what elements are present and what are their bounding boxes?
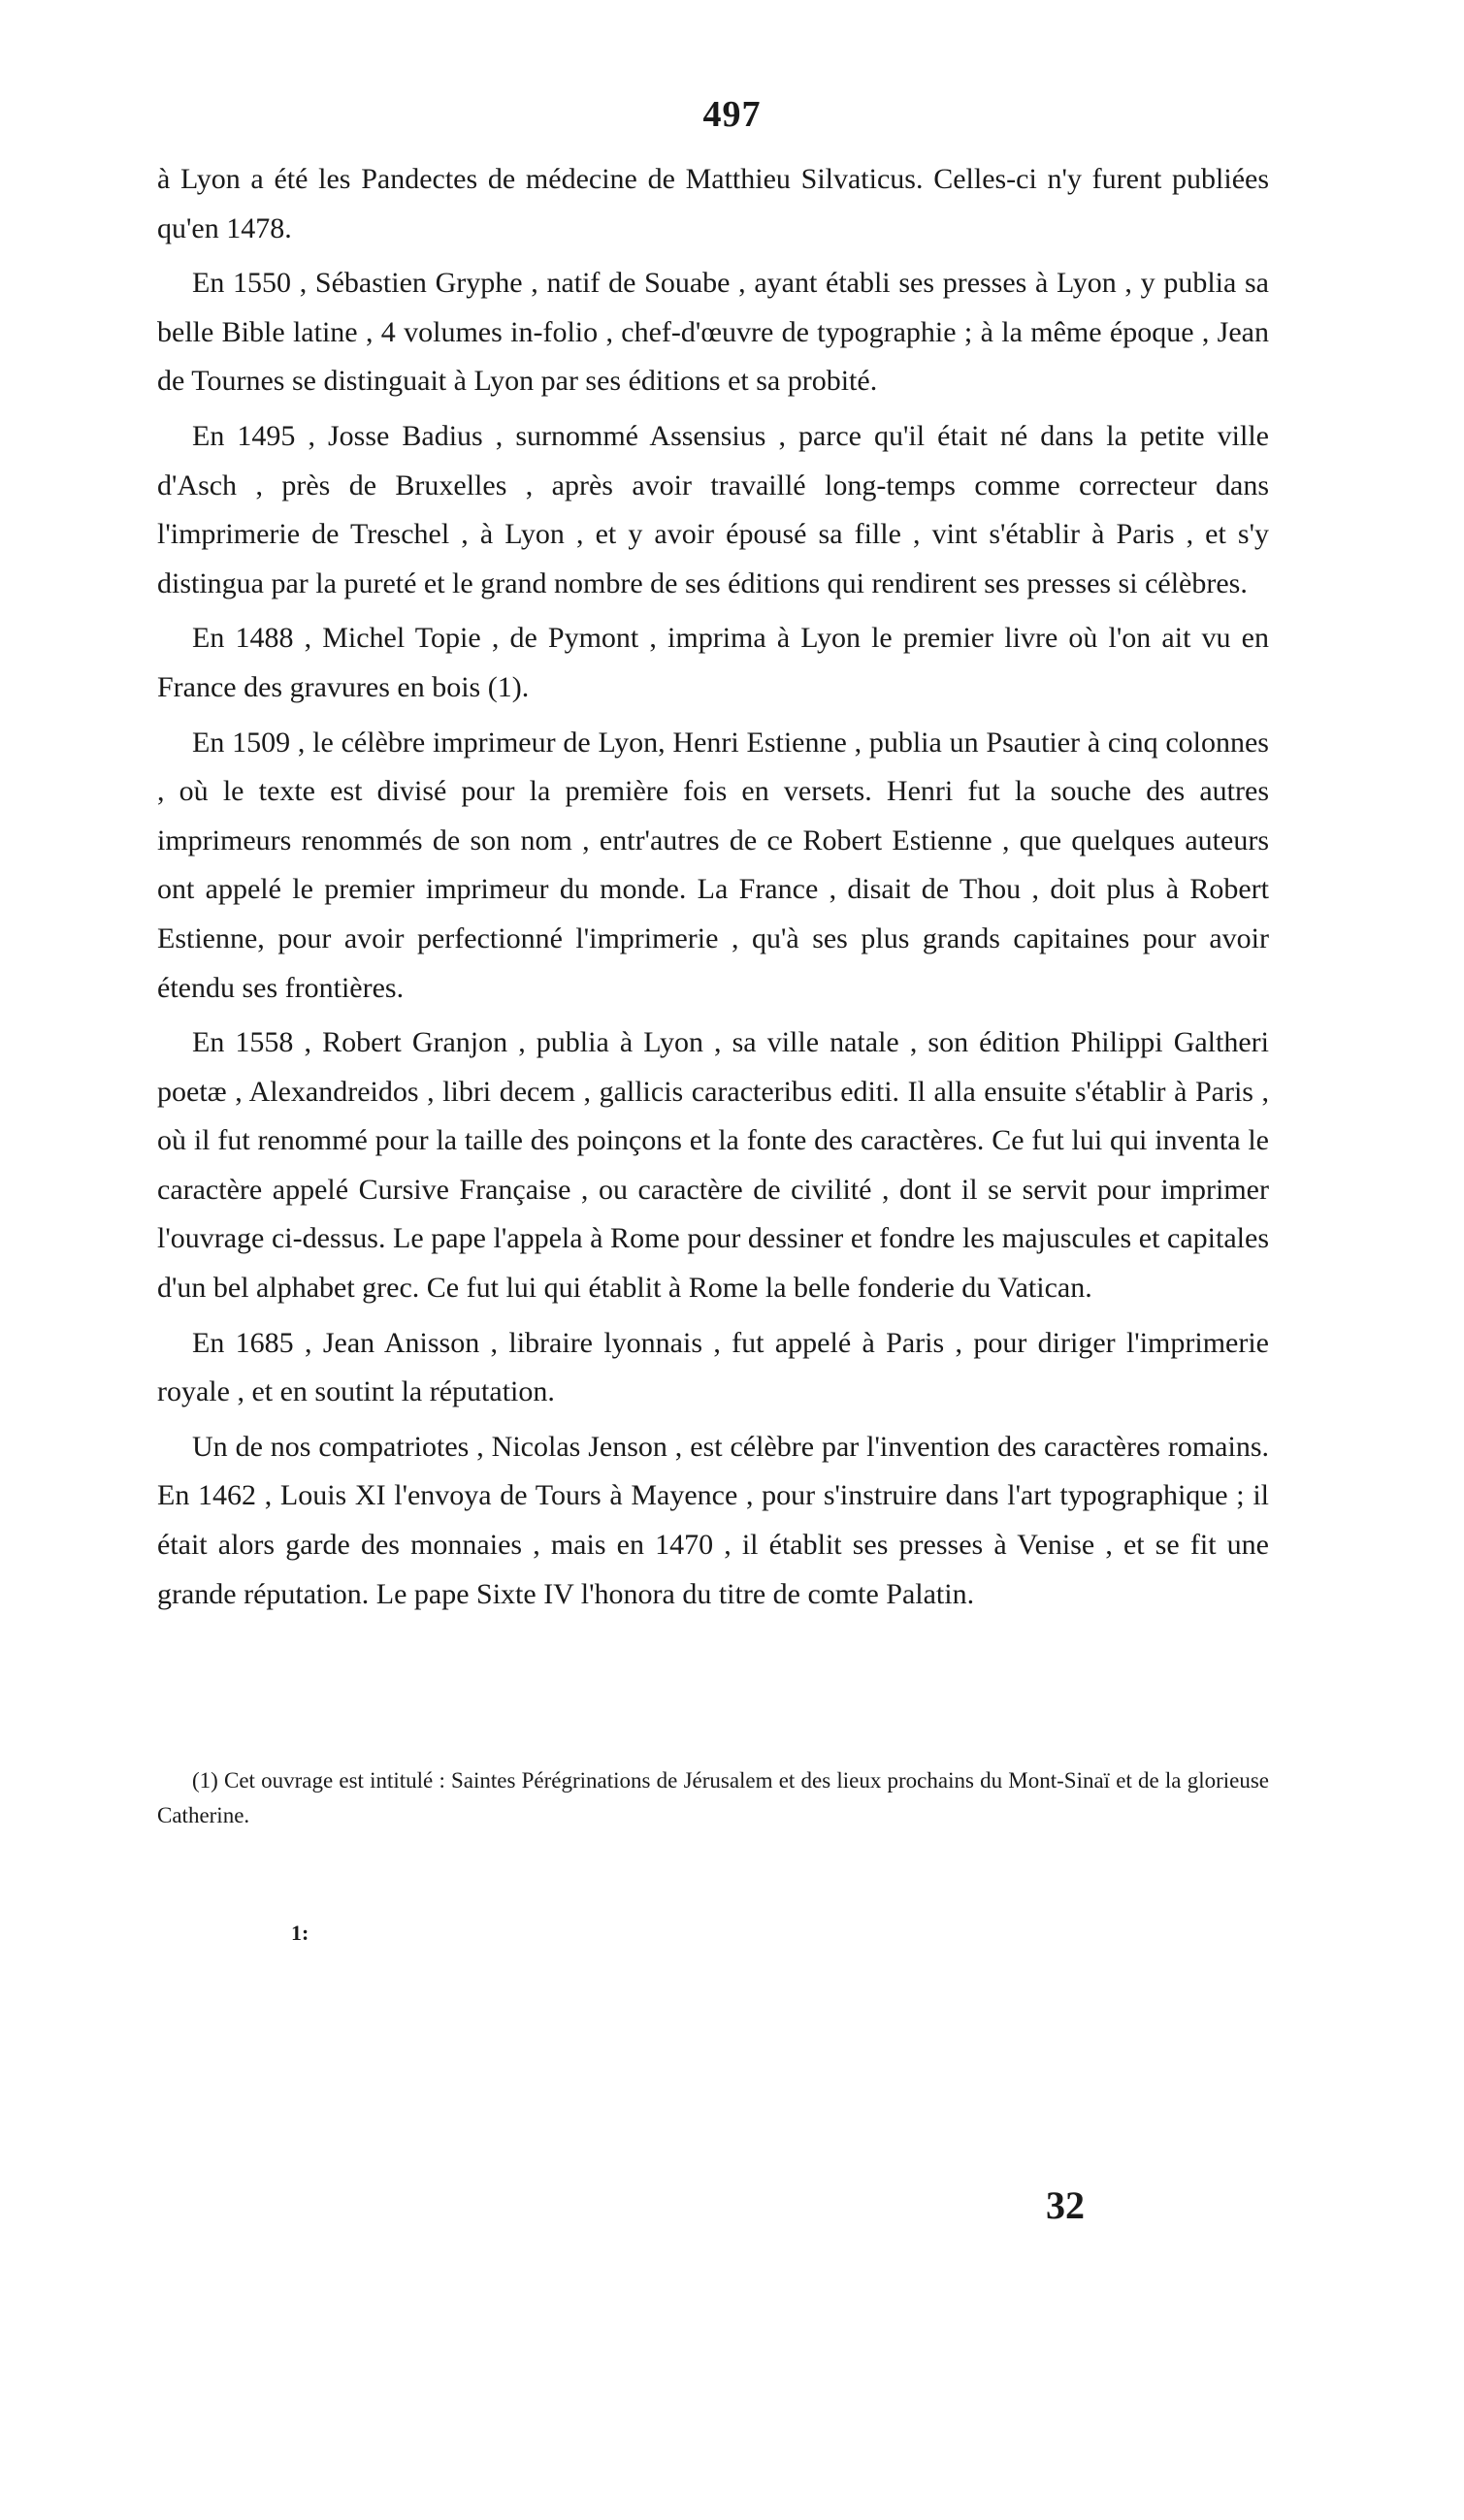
paragraph-2: En 1550 , Sébastien Gryphe , natif de Souabe , ayant établi ses presses à Lyon , y publia sa belle Bible latine , 4 volumes in-folio , chef-d'œuvre de typographie ; à la même époque , Jean de Tournes se distinguait à Lyon par ses éditions et sa probité.	[157, 267, 1269, 398]
paragraph-6: En 1558 , Robert Granjon , publia à Lyon , sa ville natale , son édition Philippi Galtheri poetæ , Alexandreidos , libri decem , gallicis caracteribus editi. Il alla ensuite s'établir à Paris , où il fut renommé pour la taille des poinçons et la fonte des caractères. Ce fut lui qui inventa le caractère appelé Cursive Française , ou caractère de civilité , dont il se servit pour imprimer l'ouvrage ci-dessus. Le pape l'appela à Rome pour dessiner et fondre les majuscules et capitales d'un bel alphabet grec. Ce fut lui qui établit à Rome la belle fonderie du Vatican.	[157, 1026, 1269, 1305]
paragraph-3: En 1495 , Josse Badius , surnommé Assensius , parce qu'il était né dans la petite ville d'Asch , près de Bruxelles , après avoir travaillé long-temps comme correcteur dans l'imprimerie de Treschel , à Lyon , et y avoir épousé sa fille , vint s'établir à Paris , et s'y distingua par la pureté et le grand nombre de ses éditions qui rendirent ses presses si célèbres.	[157, 419, 1269, 599]
footnote: (1) Cet ouvrage est intitulé : Saintes Pérégrinations de Jérusalem et des lieux prochains du Mont-Sinaï et de la glorieuse Catherine.	[157, 1768, 1269, 1827]
page-number: 497	[702, 94, 762, 135]
paragraph-7: En 1685 , Jean Anisson , libraire lyonnais , fut appelé à Paris , pour diriger l'imprimerie royale , et en soutint la réputation.	[157, 1326, 1269, 1408]
body-text	[157, 155, 1269, 1625]
paragraph-1: à Lyon a été les Pandectes de médecine de Matthieu Silvaticus. Celles-ci n'y furent publiées qu'en 1478.	[157, 163, 1269, 244]
paragraph-5: En 1509 , le célèbre imprimeur de Lyon, Henri Estienne , publia un Psautier à cinq colonnes , où le texte est divisé pour la première fois en versets. Henri fut la souche des autres imprimeurs renommés de son nom , entr'autres de ce Robert Estienne , que quelques auteurs ont appelé le premier imprimeur du monde. La France , disait de Thou , doit plus à Robert Estienne, pour avoir perfectionné l'imprimerie , qu'à ses plus grands capitaines pour avoir étendu ses frontières.	[157, 726, 1269, 1004]
paragraph-4: En 1488 , Michel Topie , de Pymont , imprima à Lyon le premier livre où l'on ait vu en France des gravures en bois (1).	[157, 622, 1269, 703]
printer-signature-mark: 32	[1046, 2183, 1085, 2227]
stray-mark: 1:	[291, 1921, 309, 1945]
paragraph-8: Un de nos compatriotes , Nicolas Jenson , est célèbre par l'invention des caractères romains. En 1462 , Louis XI l'envoya de Tours à Mayence , pour s'instruire dans l'art typographique ; il était alors garde des monnaies , mais en 1470 , il établit ses presses à Venise , et se fit une grande réputation. Le pape Sixte IV l'honora du titre de comte Palatin.	[157, 1430, 1269, 1610]
